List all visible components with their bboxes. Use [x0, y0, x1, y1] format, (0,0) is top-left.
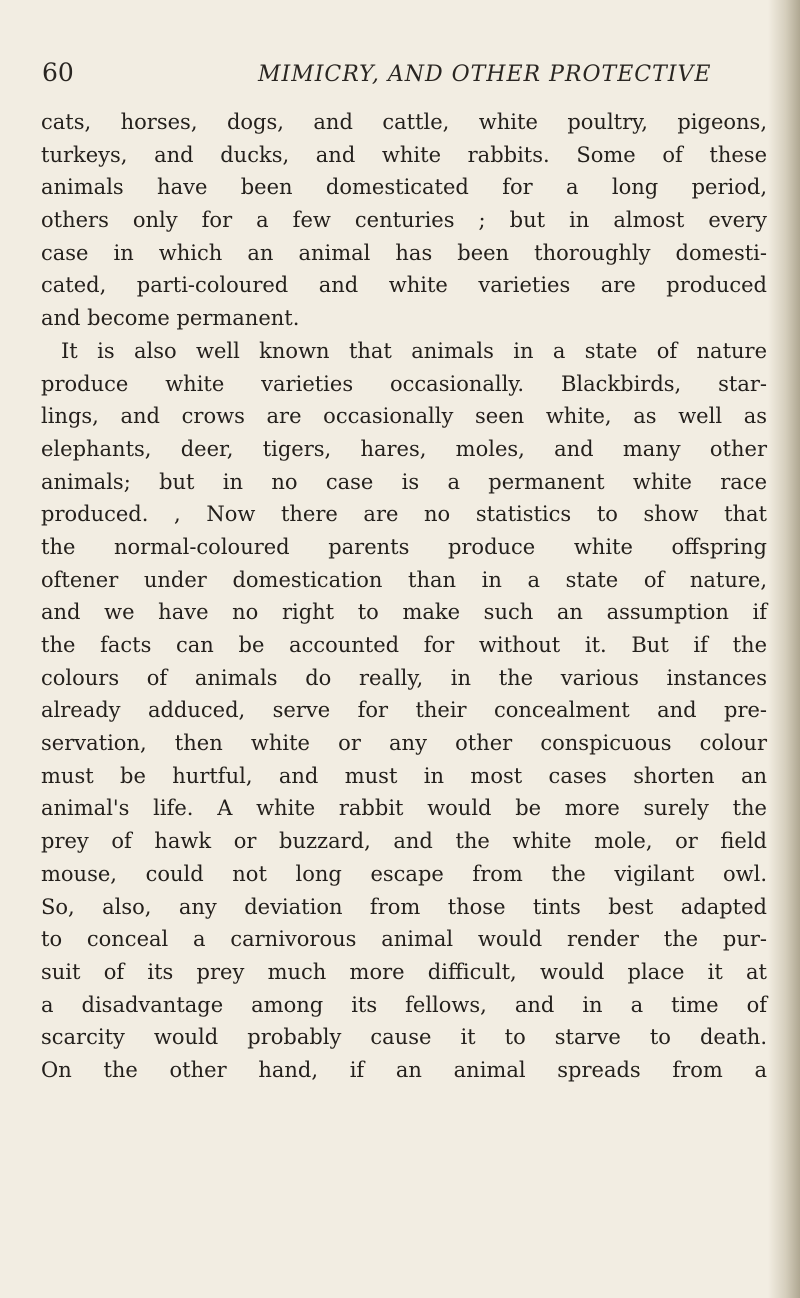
text-line: the facts can be accounted for without it. But if the [41, 633, 767, 657]
page-number: 60 [42, 58, 74, 87]
running-head: MIMICRY, AND OTHER PROTECTIVE [258, 62, 712, 87]
text-line: cated, parti-coloured and white varieties are produced [41, 273, 767, 298]
text-line: and become permanent. [41, 306, 300, 331]
text-line: must be hurtful, and must in most cases shorten an [41, 763, 767, 788]
text-line: servation, then white or any other conspicuous colour [41, 731, 767, 756]
text-line: It is also well known that animals in a state of nature [61, 338, 767, 363]
text-line: animal's life. A white rabbit would be more surely the [41, 796, 767, 821]
text-line: cats, horses, dogs, and cattle, white poultry, pigeons, [41, 110, 767, 134]
text-line: the normal-coloured parents produce white offspring [41, 534, 767, 559]
text-line: animals have been domesticated for a long period, [41, 175, 767, 200]
page-edge-shadow [768, 0, 800, 1298]
text-line: prey of hawk or buzzard, and the white mole, or field [41, 829, 767, 854]
text-line: animals; but in no case is a permanent white race [41, 469, 767, 494]
text-line: already adduced, serve for their concealment and pre- [41, 698, 767, 723]
text-line: suit of its prey much more difficult, would place it at [41, 959, 767, 984]
text-line: lings, and crows are occasionally seen white, as well as [41, 404, 767, 429]
text-line: colours of animals do really, in the various instances [41, 665, 767, 690]
text-line: case in which an animal has been thoroughly domesti- [41, 240, 767, 265]
text-line: On the other hand, if an animal spreads from a [41, 1057, 767, 1082]
text-line: produce white varieties occasionally. Blackbirds, star- [41, 371, 767, 396]
text-line: mouse, could not long escape from the vigilant owl. [41, 861, 767, 886]
text-line: a disadvantage among its fellows, and in a time of [41, 992, 767, 1017]
text-line: So, also, any deviation from those tints best adapted [41, 894, 767, 919]
text-line: elephants, deer, tigers, hares, moles, and many other [41, 436, 767, 461]
text-line: and we have no right to make such an assumption if [41, 600, 767, 625]
text-line: oftener under domestication than in a state of nature, [41, 567, 767, 592]
text-line: to conceal a carnivorous animal would render the pur- [41, 927, 767, 952]
text-line: turkeys, and ducks, and white rabbits. Some of these [41, 142, 767, 167]
body-text [41, 106, 767, 1087]
text-line: others only for a few centuries ; but in almost every [41, 208, 767, 233]
text-line: produced. , Now there are no statistics to show that [41, 502, 767, 527]
text-line: scarcity would probably cause it to starve to death. [41, 1025, 767, 1050]
